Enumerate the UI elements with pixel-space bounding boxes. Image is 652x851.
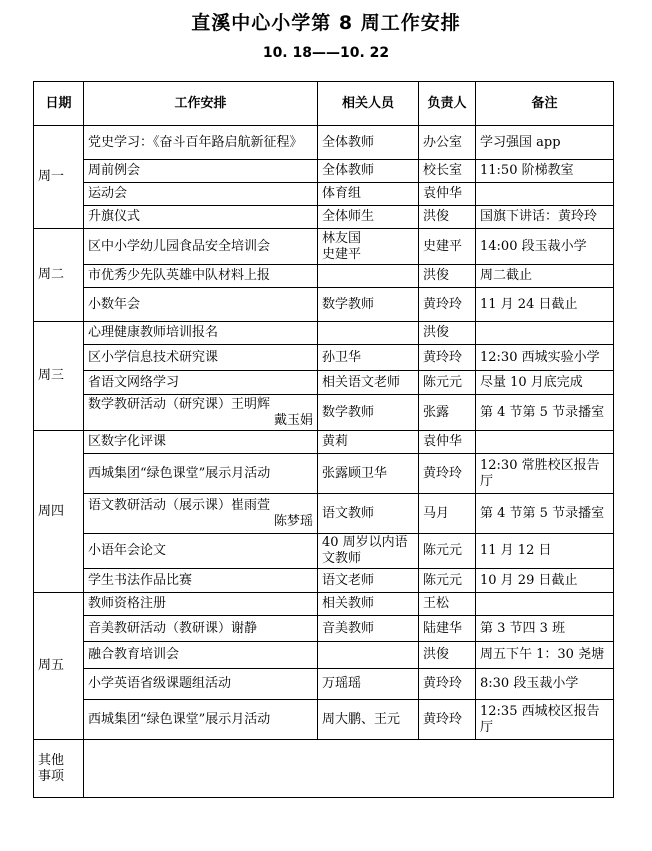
day-cell: 周三 (34, 322, 84, 431)
leader-cell: 马月 (419, 494, 476, 534)
work-text: 西城集团“绿色课堂”展示月活动 (88, 711, 271, 727)
work-cell (84, 616, 318, 642)
table-row (34, 345, 614, 371)
work-cell (84, 494, 318, 534)
work-cell (84, 593, 318, 616)
work-text: 周前例会 (88, 163, 141, 178)
table-row (34, 371, 614, 395)
leader-cell: 黄玲玲 (419, 700, 476, 740)
work-text: 运动会 (88, 186, 128, 201)
people-cell: 孙卫华 (318, 345, 419, 371)
schedule-table (33, 81, 614, 798)
note-cell: 第 4 节第 5 节录播室 (476, 494, 614, 534)
table-row (34, 288, 614, 322)
note-cell: 周五下午 1：30 尧塘 (476, 642, 614, 669)
header-leader: 负责人 (419, 82, 476, 126)
work-text: 区数字化评课 (88, 434, 167, 449)
note-cell (476, 431, 614, 454)
people-cell: 周大鹏、王元 (318, 700, 419, 740)
work-cell (84, 395, 318, 431)
table-row (34, 206, 614, 229)
work-cell (84, 569, 318, 593)
header-row (34, 82, 614, 126)
work-text: 升旗仪式 (88, 209, 141, 224)
other-label-text: 其他事项 (38, 752, 65, 784)
leader-cell: 黄玲玲 (419, 345, 476, 371)
work-text: 市优秀少先队英雄中队材料上报 (88, 268, 271, 283)
work-cell (84, 126, 318, 160)
work-text: 心理健康教师培训报名 (88, 325, 219, 340)
leader-cell: 王松 (419, 593, 476, 616)
leader-cell: 陈元元 (419, 569, 476, 593)
people-cell (318, 642, 419, 669)
leader-cell: 洪俊 (419, 642, 476, 669)
day-cell: 周四 (34, 431, 84, 593)
people-cell: 全体教师 (318, 126, 419, 160)
schedule-body (34, 126, 614, 740)
people-cell: 黄莉 (318, 431, 419, 454)
leader-cell: 史建平 (419, 229, 476, 265)
work-cell (84, 160, 318, 183)
table-row (34, 126, 614, 160)
work-cell (84, 454, 318, 494)
other-content (84, 740, 614, 798)
table-row (34, 642, 614, 669)
work-cell (84, 288, 318, 322)
people-cell: 语文教师 (318, 494, 419, 534)
work-text: 区小学信息技术研究课 (88, 349, 219, 365)
people-cell: 数学教师 (318, 395, 419, 431)
other-label (34, 740, 84, 798)
leader-cell: 办公室 (419, 126, 476, 160)
work-text: 区中小学幼儿园食品安全培训会 (88, 238, 271, 254)
header-work: 工作安排 (84, 82, 318, 126)
note-cell: 学习强国 app (476, 126, 614, 160)
leader-cell: 黄玲玲 (419, 288, 476, 322)
note-cell: 周二截止 (476, 265, 614, 288)
table-row (34, 395, 614, 431)
note-cell: 尽量 10 月底完成 (476, 371, 614, 395)
note-cell: 11 月 24 日截止 (476, 288, 614, 322)
work-cell (84, 229, 318, 265)
other-row (34, 740, 614, 798)
leader-cell: 陈元元 (419, 534, 476, 569)
header-day: 日期 (34, 82, 84, 126)
note-cell (476, 183, 614, 206)
leader-cell: 黄玲玲 (419, 669, 476, 700)
people-cell (318, 322, 419, 345)
leader-cell: 袁仲华 (419, 431, 476, 454)
work-text: 学生书法作品比赛 (88, 572, 193, 588)
table-row (34, 160, 614, 183)
work-text: 语文教研活动（展示课）崔雨萱 (88, 497, 271, 513)
table-row (34, 616, 614, 642)
table-row (34, 593, 614, 616)
work-cell (84, 345, 318, 371)
note-cell (476, 593, 614, 616)
work-text: 西城集团“绿色课堂”展示月活动 (88, 465, 271, 481)
day-cell: 周五 (34, 593, 84, 740)
table-row (34, 569, 614, 593)
people-cell: 音美教师 (318, 616, 419, 642)
header-note: 备注 (476, 82, 614, 126)
leader-cell: 黄玲玲 (419, 454, 476, 494)
day-cell: 周一 (34, 126, 84, 229)
people-cell: 数学教师 (318, 288, 419, 322)
work-cell (84, 642, 318, 669)
work-cell (84, 700, 318, 740)
note-cell: 第 3 节四 3 班 (476, 616, 614, 642)
table-row (34, 431, 614, 454)
note-cell: 12:35 西城校区报告厅 (476, 700, 614, 740)
table-row (34, 229, 614, 265)
work-text: 数学教研活动（研究课）王明辉 (88, 396, 271, 412)
leader-cell: 袁仲华 (419, 183, 476, 206)
work-text: 教师资格注册 (88, 596, 167, 611)
people-cell: 张露顾卫华 (318, 454, 419, 494)
work-text: 党史学习：《奋斗百年路启航新征程》 (88, 134, 303, 150)
leader-cell: 洪俊 (419, 265, 476, 288)
note-cell: 8:30 段玉裁小学 (476, 669, 614, 700)
page-title: 直溪中心小学第 8 周工作安排 (191, 12, 461, 34)
work-cell (84, 534, 318, 569)
people-cell: 相关语文老师 (318, 371, 419, 395)
table-row (34, 322, 614, 345)
work-cell (84, 431, 318, 454)
note-cell: 12:30 西城实验小学 (476, 345, 614, 371)
work-extra-text: 戴玉娟 (273, 412, 313, 428)
people-cell: 万瑶瑶 (318, 669, 419, 700)
people-cell (318, 265, 419, 288)
people-cell: 林友国 史建平 (318, 229, 419, 265)
leader-cell: 张露 (419, 395, 476, 431)
note-cell: 11:50 阶梯教室 (476, 160, 614, 183)
people-cell: 体育组 (318, 183, 419, 206)
note-cell (476, 322, 614, 345)
leader-cell: 洪俊 (419, 322, 476, 345)
table-row (34, 494, 614, 534)
day-cell: 周二 (34, 229, 84, 322)
work-cell (84, 183, 318, 206)
leader-cell: 洪俊 (419, 206, 476, 229)
people-cell: 全体师生 (318, 206, 419, 229)
note-cell: 11 月 12 日 (476, 534, 614, 569)
note-cell: 第 4 节第 5 节录播室 (476, 395, 614, 431)
note-cell: 国旗下讲话：黄玲玲 (476, 206, 614, 229)
people-cell: 相关教师 (318, 593, 419, 616)
leader-cell: 陈元元 (419, 371, 476, 395)
work-cell (84, 669, 318, 700)
work-text: 小数年会 (88, 296, 141, 312)
work-text: 省语文网络学习 (88, 374, 180, 390)
table-row (34, 183, 614, 206)
table-row (34, 534, 614, 569)
work-text: 融合教育培训会 (88, 647, 180, 662)
table-row (34, 669, 614, 700)
people-cell: 40 周岁以内语文教师 (318, 534, 419, 569)
work-cell (84, 371, 318, 395)
table-row (34, 454, 614, 494)
work-cell (84, 206, 318, 229)
work-text: 小学英语省级课题组活动 (88, 676, 232, 691)
date-range: 10. 18——10. 22 (262, 45, 390, 61)
work-text: 小语年会论文 (88, 543, 167, 558)
work-cell (84, 322, 318, 345)
people-cell: 全体教师 (318, 160, 419, 183)
leader-cell: 校长室 (419, 160, 476, 183)
work-extra-text: 陈梦瑶 (273, 513, 313, 529)
table-row (34, 265, 614, 288)
work-cell (84, 265, 318, 288)
note-cell: 14:00 段玉裁小学 (476, 229, 614, 265)
note-cell: 10 月 29 日截止 (476, 569, 614, 593)
header-people: 相关人员 (318, 82, 419, 126)
leader-cell: 陆建华 (419, 616, 476, 642)
note-cell: 12:30 常胜校区报告厅 (476, 454, 614, 494)
table-row (34, 700, 614, 740)
work-text: 音美教研活动（教研课）谢静 (88, 620, 258, 636)
people-cell: 语文老师 (318, 569, 419, 593)
